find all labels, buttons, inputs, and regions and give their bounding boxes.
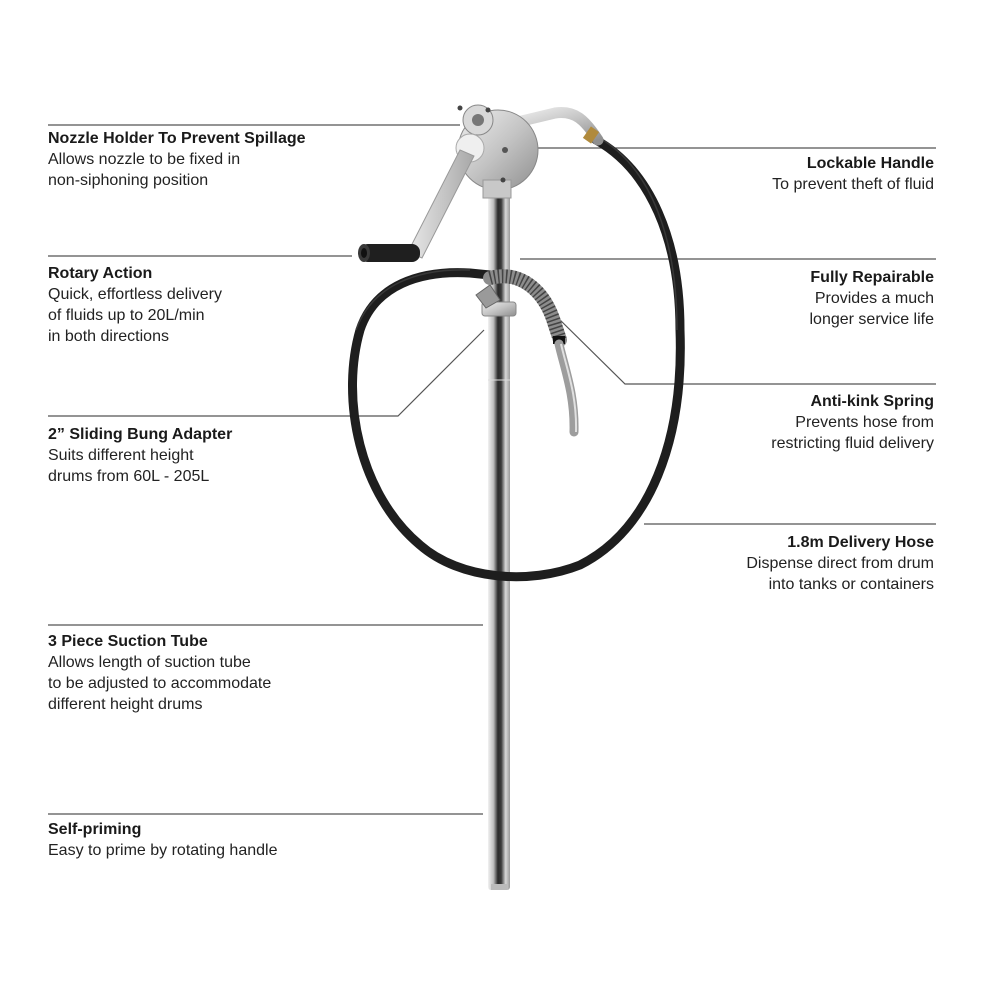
callout-title: Nozzle Holder To Prevent Spillage xyxy=(48,130,306,147)
callout-fully-repairable xyxy=(514,267,934,330)
callout-desc-line: Prevents hose from xyxy=(795,414,934,431)
callout-desc-line: non-siphoning position xyxy=(48,172,209,189)
callout-desc-line: longer service life xyxy=(809,311,934,328)
callout-title: Anti-kink Spring xyxy=(810,393,934,410)
callout-desc-line: Allows length of suction tube xyxy=(48,654,251,671)
callout-title: 3 Piece Suction Tube xyxy=(48,633,208,650)
callout-desc-line: Suits different height xyxy=(48,447,194,464)
callout-title: Lockable Handle xyxy=(806,155,934,172)
callout-desc-line: to be adjusted to accommodate xyxy=(48,675,272,692)
callout-desc-line: To prevent theft of fluid xyxy=(772,176,934,193)
callout-desc-line: different height drums xyxy=(48,696,203,713)
callout-delivery-hose xyxy=(514,532,934,595)
callout-desc-line: Easy to prime by rotating handle xyxy=(48,842,278,859)
callout-desc-line: drums from 60L - 205L xyxy=(48,468,210,485)
callout-suction-tube xyxy=(48,631,468,715)
leader-lines-right xyxy=(518,148,936,524)
callout-desc-line: into tanks or containers xyxy=(768,576,934,593)
callout-title: 2” Sliding Bung Adapter xyxy=(48,426,233,443)
callout-anti-kink-spring xyxy=(514,391,934,454)
callout-title: Rotary Action xyxy=(48,265,153,282)
callout-title: 1.8m Delivery Hose xyxy=(787,534,934,551)
callout-desc-line: restricting fluid delivery xyxy=(771,435,934,452)
callout-desc-line: Provides a much xyxy=(814,290,934,307)
callout-title: Fully Repairable xyxy=(810,269,934,286)
callout-desc-line: in both directions xyxy=(48,328,169,345)
callout-rotary-action xyxy=(48,263,468,347)
callout-desc-line: Allows nozzle to be fixed in xyxy=(48,151,241,168)
callout-self-priming xyxy=(48,819,468,861)
callout-nozzle-holder xyxy=(48,128,468,191)
callout-desc-line: of fluids up to 20L/min xyxy=(48,307,205,324)
delivery-hose xyxy=(353,140,681,577)
callout-title: Self-priming xyxy=(48,821,142,838)
callout-lockable-handle xyxy=(514,153,934,195)
callout-desc-line: Dispense direct from drum xyxy=(746,555,934,572)
callout-bung-adapter xyxy=(48,424,468,487)
callout-desc-line: Quick, effortless delivery xyxy=(48,286,222,303)
